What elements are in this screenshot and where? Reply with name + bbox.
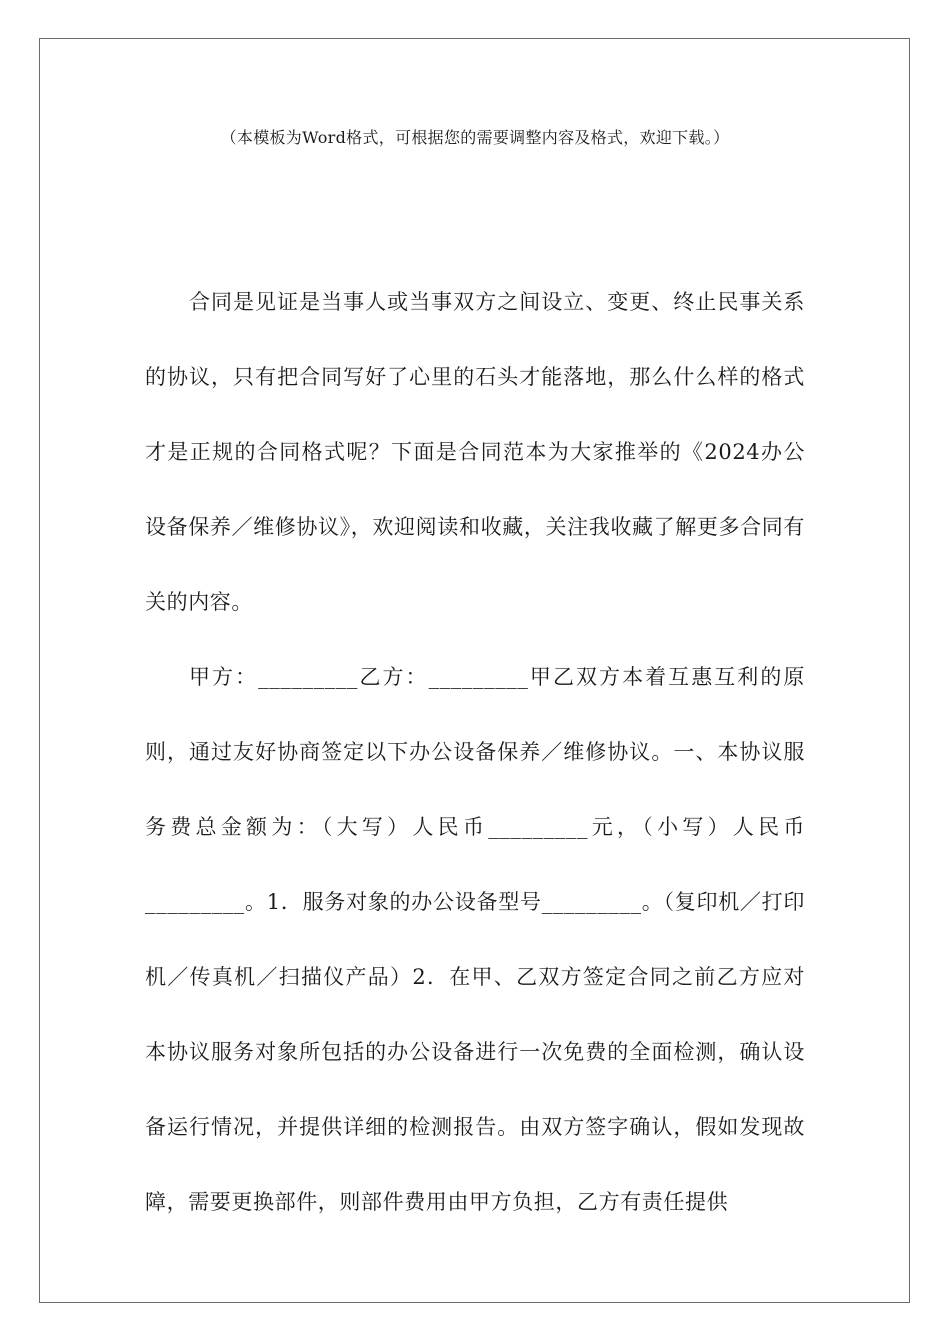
template-note: （本模板为Word格式，可根据您的需要调整内容及格式，欢迎下载。） [220,128,730,147]
document-body [145,265,805,1240]
intro-paragraph: 合同是见证是当事人或当事双方之间设立、变更、终止民事关系的协议，只有把合同写好了心里的石头才能落地，那么什么样的格式才是正规的合同格式呢？下面是合同范本为大家推举的《2024办公设备保养／维修协议》，欢迎阅读和收藏，关注我收藏了解更多合同有关的内容。 [145,290,805,614]
agreement-paragraph: 甲方：_________乙方：_________甲乙双方本着互惠互利的原则，通过友好协商签定以下办公设备保养／维修协议。一、本协议服务费总金额为：（大写）人民币_________元，（小写）人民币_________。1．服务对象的办公设备型号_________。（复印机／打印机／传真机／扫描仪产品）2．在甲、乙双方签定合同之前乙方应对本协议服务对象所包括的办公设备进行一次免费的全面检测，确认设备运行情况，并提供详细的检测报告。由双方签字确认，假如发现故障，需要更换部件，则部件费用由甲方负担，乙方有责任提供 [145,665,805,1214]
